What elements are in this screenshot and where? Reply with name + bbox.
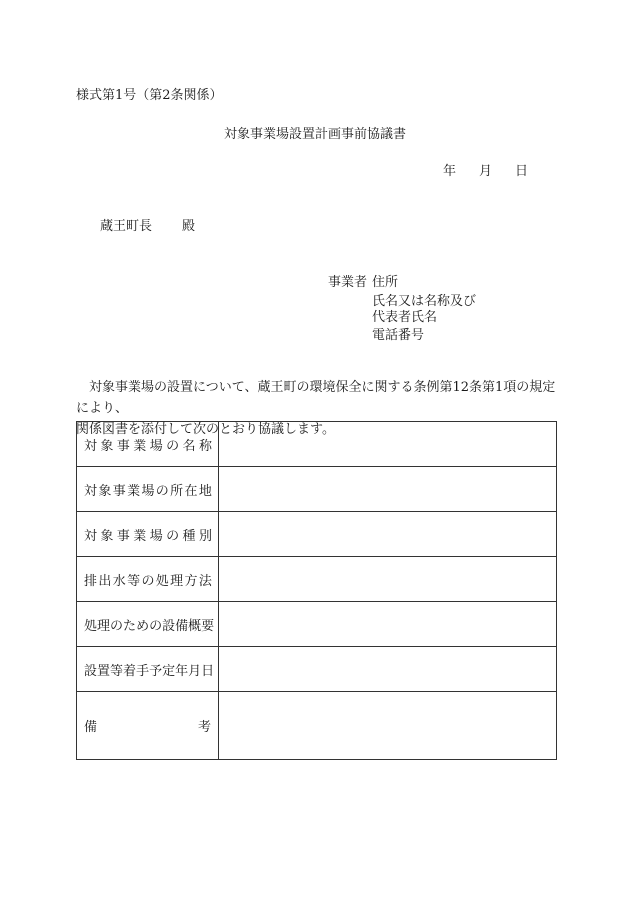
label-char: 法: [198, 573, 212, 589]
applicant-phone-label: 電話番号: [372, 328, 425, 343]
table-row: [77, 602, 557, 647]
label-char: 在: [184, 483, 198, 499]
label-char: 要: [201, 618, 215, 634]
label-char: 業: [133, 528, 147, 544]
remarks-label-right: 考: [197, 720, 211, 735]
label-char: 対: [84, 438, 98, 454]
row-label: [77, 467, 219, 512]
label-char: 象: [100, 438, 114, 454]
label-char: 所: [170, 483, 184, 499]
label-char: 地: [198, 483, 212, 499]
equipment-overview-label: [84, 615, 218, 634]
label-char: 排: [84, 573, 98, 589]
label-char: 予: [149, 663, 163, 679]
label-char: 対: [84, 528, 98, 544]
consultation-table: [76, 421, 557, 760]
addressee: [100, 215, 196, 234]
table-row: [77, 467, 557, 512]
facility-location-label: [84, 480, 218, 499]
addressee-name: 蔵王町長: [100, 219, 153, 234]
label-char: 理: [170, 573, 184, 589]
label-char: 対: [84, 483, 98, 499]
label-char: 場: [149, 528, 163, 544]
label-char: 事: [116, 528, 130, 544]
table-row: [77, 422, 557, 467]
remarks-label-left: 備: [84, 720, 98, 735]
row-label: [77, 647, 219, 692]
applicant-representative-label: 代表者氏名: [372, 310, 438, 325]
label-char: 別: [198, 528, 212, 544]
label-char: 月: [188, 663, 202, 679]
applicant-address-label: 住所: [372, 275, 399, 290]
label-char: の: [110, 618, 124, 634]
label-char: 置: [97, 663, 111, 679]
label-char: 事: [112, 483, 126, 499]
label-char: 日: [201, 663, 215, 679]
facility-location-field[interactable]: [219, 467, 557, 512]
applicant-name-label: 氏名又は名称及び: [372, 294, 477, 309]
label-char: 年: [175, 663, 189, 679]
label-char: 設: [84, 663, 98, 679]
label-char: の: [166, 438, 180, 454]
label-char: 事: [116, 438, 130, 454]
label-char: め: [136, 618, 150, 634]
label-char: 水: [112, 573, 126, 589]
table-row: [77, 647, 557, 692]
label-char: 場: [141, 483, 155, 499]
applicant-label: 事業者: [328, 275, 368, 290]
form-number: 様式第1号（第2条関係）: [76, 88, 223, 103]
label-char: 設: [162, 618, 176, 634]
treatment-method-label: [84, 570, 218, 589]
statement-line-2: 関係図書を添付して次のとおり協議します。: [76, 422, 335, 437]
row-label: [77, 512, 219, 557]
label-char: の: [155, 483, 169, 499]
label-char: の: [149, 618, 163, 634]
facility-name-label: [84, 435, 218, 454]
facility-name-field[interactable]: [219, 422, 557, 467]
start-date-field[interactable]: [219, 647, 557, 692]
label-char: 名: [182, 438, 196, 454]
label-char: 処: [155, 573, 169, 589]
label-char: 場: [149, 438, 163, 454]
label-char: 備: [175, 618, 189, 634]
label-char: の: [141, 573, 155, 589]
label-char: 処: [84, 618, 98, 634]
row-label: [77, 692, 219, 760]
label-char: 概: [188, 618, 202, 634]
treatment-method-field[interactable]: [219, 557, 557, 602]
table-row: [77, 692, 557, 760]
label-char: 業: [127, 483, 141, 499]
label-char: 方: [184, 573, 198, 589]
label-char: の: [166, 528, 180, 544]
label-char: た: [123, 618, 137, 634]
addressee-honorific: 殿: [182, 219, 196, 234]
label-char: 出: [98, 573, 112, 589]
facility-type-field[interactable]: [219, 512, 557, 557]
table-row: [77, 512, 557, 557]
table-row: [77, 557, 557, 602]
date-day: 日: [515, 164, 529, 179]
label-char: 定: [162, 663, 176, 679]
label-char: 等: [127, 573, 141, 589]
label-char: 等: [110, 663, 124, 679]
label-char: 称: [198, 438, 212, 454]
label-char: 理: [97, 618, 111, 634]
row-label: [77, 557, 219, 602]
label-char: 着: [123, 663, 137, 679]
date-year: 年: [443, 164, 457, 179]
label-char: 種: [182, 528, 196, 544]
document-title: 対象事業場設置計画事前協議書: [223, 127, 406, 142]
remarks-field[interactable]: [219, 692, 557, 760]
remarks-label: [84, 716, 218, 735]
label-char: 業: [133, 438, 147, 454]
facility-type-label: [84, 525, 218, 544]
label-char: 手: [136, 663, 150, 679]
label-char: 象: [100, 528, 114, 544]
start-date-label: [84, 660, 218, 679]
date-month: 月: [479, 164, 493, 179]
row-label: [77, 422, 219, 467]
statement-line-1: 対象事業場の設置について、蔵王町の環境保全に関する条例第12条第1項の規定により、: [76, 380, 556, 416]
row-label: [77, 602, 219, 647]
equipment-overview-field[interactable]: [219, 602, 557, 647]
label-char: 象: [98, 483, 112, 499]
